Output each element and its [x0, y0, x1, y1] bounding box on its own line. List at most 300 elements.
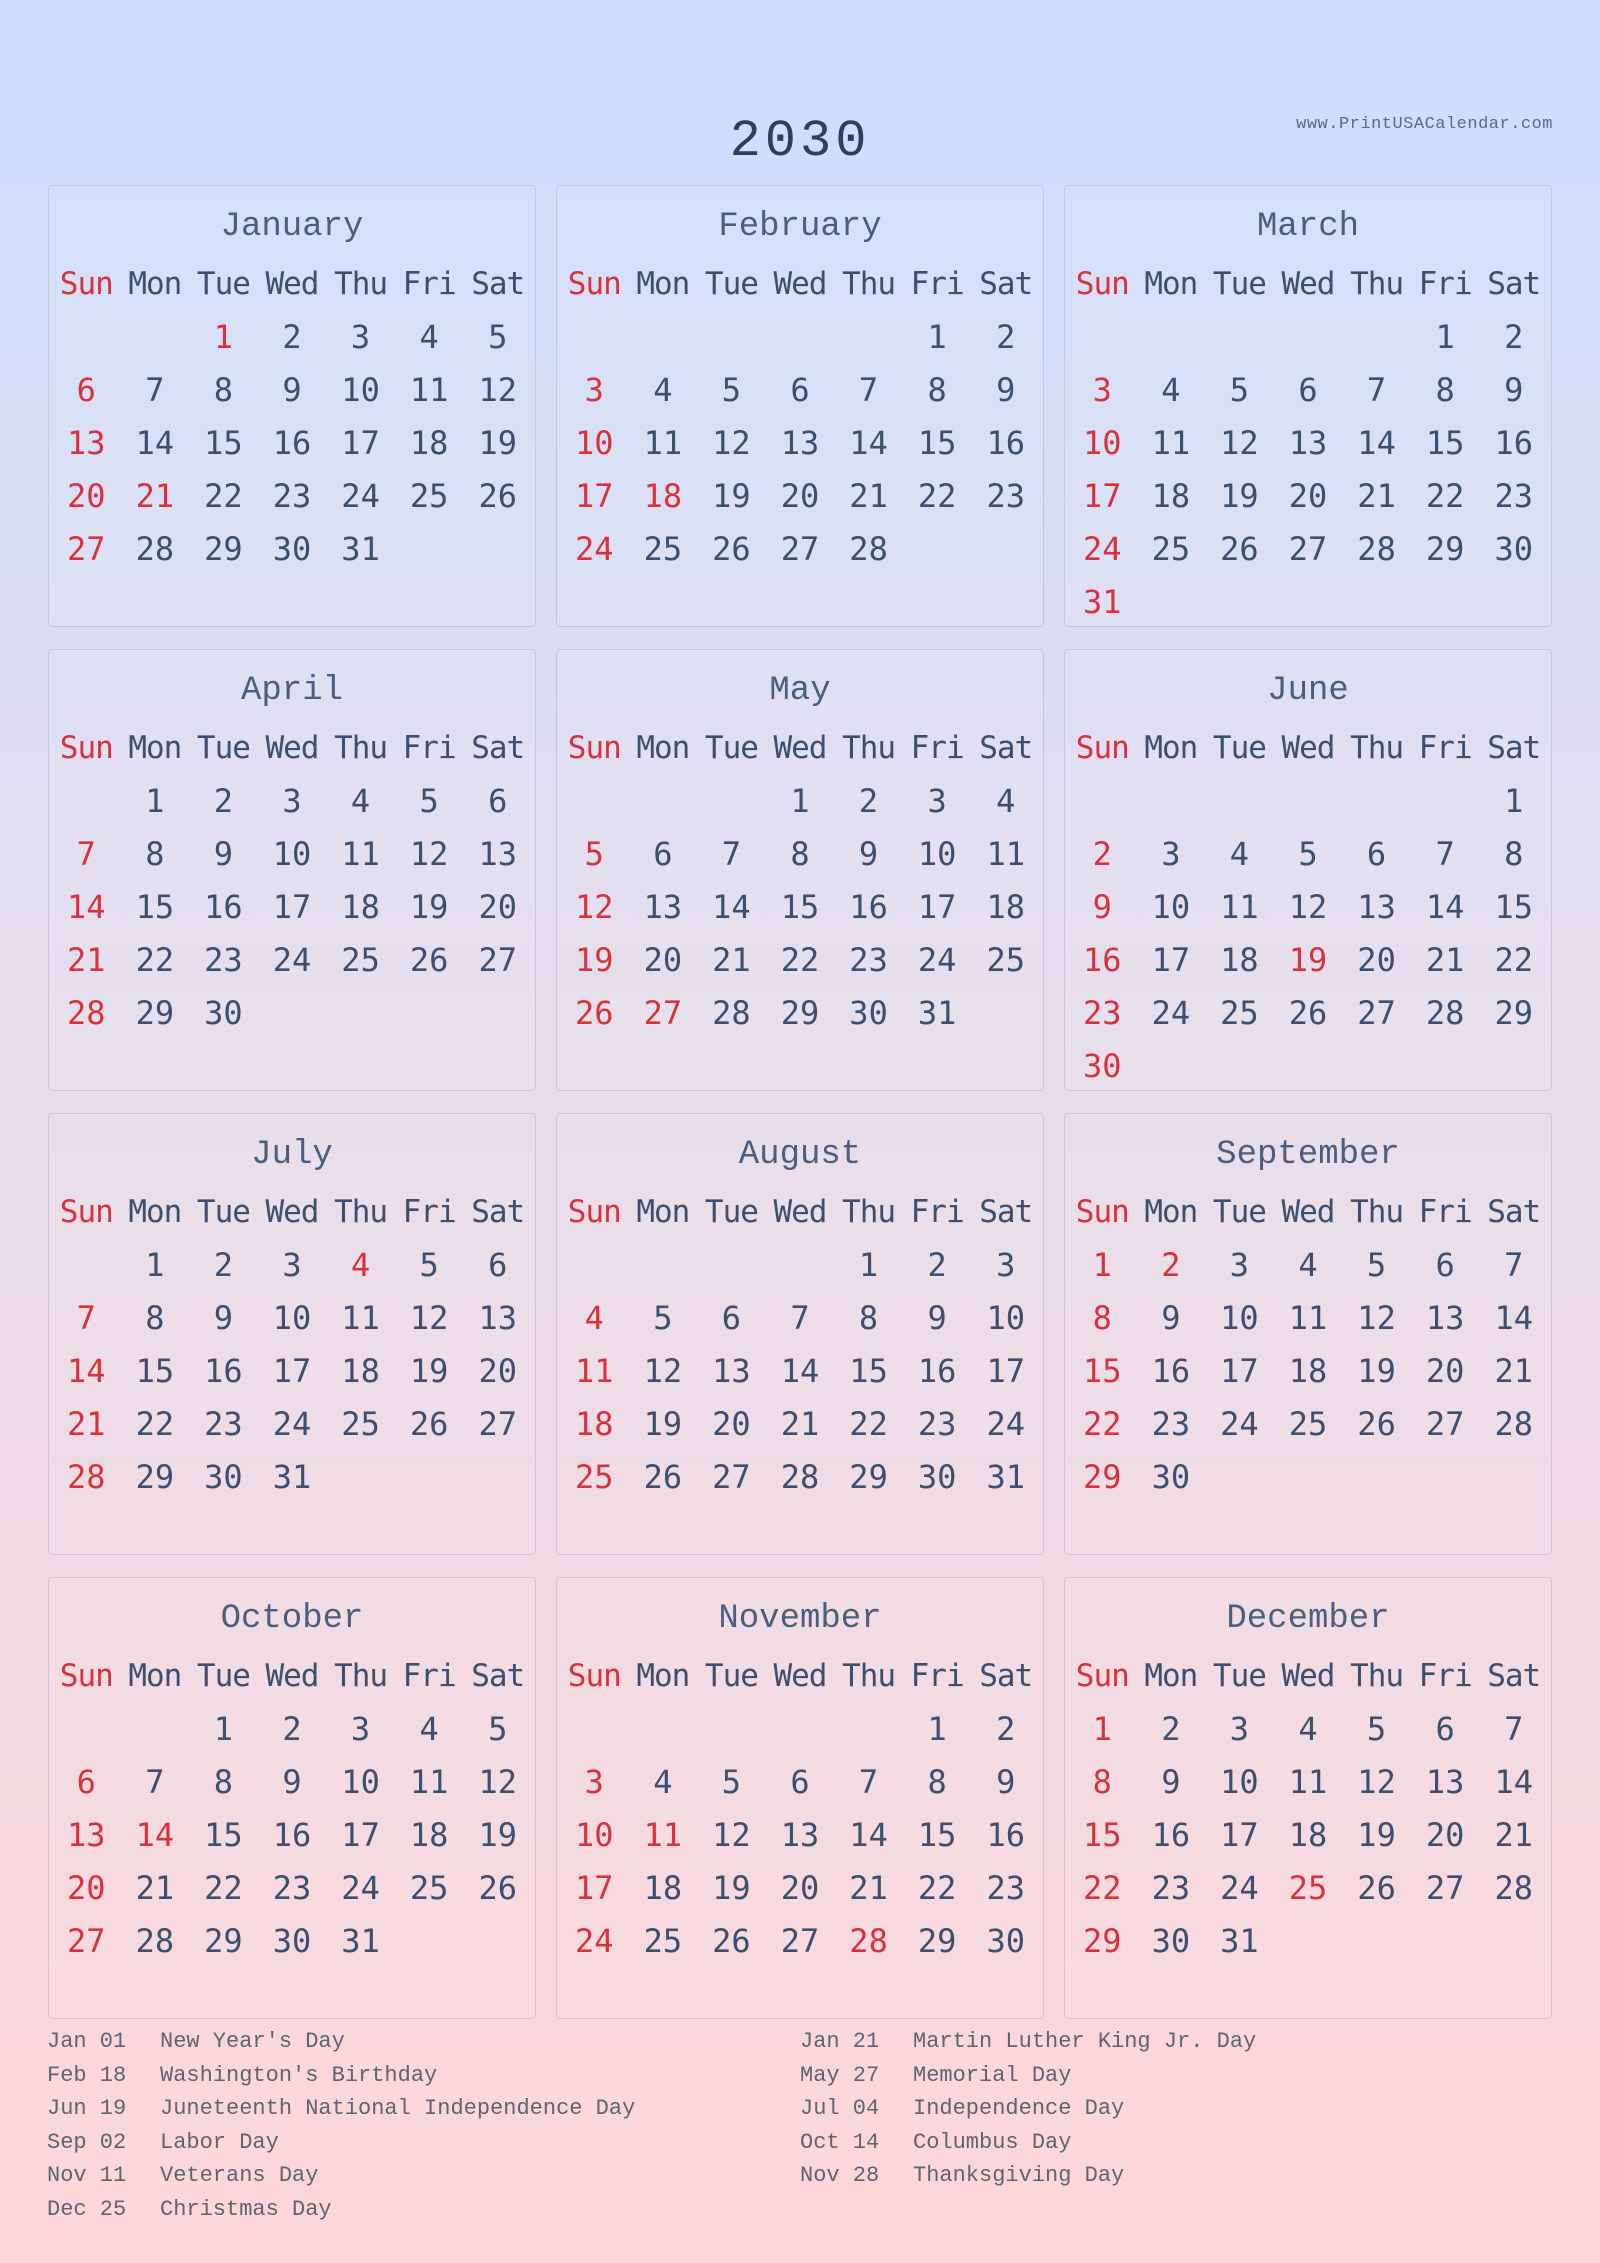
day-cell: 24: [1220, 1404, 1259, 1443]
day-cell: 21: [1357, 476, 1396, 515]
day-cell: 9: [1504, 370, 1524, 409]
day-cell: 27: [643, 993, 683, 1032]
day-cell: 15: [135, 1351, 175, 1390]
day-cell: 17: [575, 1868, 614, 1907]
week-row: [1065, 933, 1551, 986]
weekday-label: Tue: [704, 730, 758, 766]
month-september: [1064, 1113, 1552, 1555]
day-cell: 9: [996, 370, 1016, 409]
day-cell: 21: [135, 1868, 175, 1907]
day-cell: 7: [145, 1762, 165, 1801]
weekday-label: Sat: [979, 266, 1033, 302]
day-cell: 20: [712, 1404, 751, 1443]
day-cell: 2: [927, 1245, 947, 1284]
day-cell: 24: [1083, 529, 1122, 568]
day-cell: 1: [1504, 781, 1524, 820]
holiday-item: [800, 2025, 1557, 2059]
day-cell: 16: [204, 887, 243, 926]
day-cell: 30: [272, 529, 312, 568]
day-cell: 19: [409, 1351, 449, 1390]
week-row: [1065, 827, 1551, 880]
week-row: [557, 416, 1043, 469]
weekday-label: Mon: [636, 266, 690, 302]
day-cell: 6: [790, 1762, 810, 1801]
day-cell: 15: [1494, 887, 1533, 926]
weekday-label: Fri: [910, 1194, 964, 1230]
day-cell: 24: [575, 529, 614, 568]
day-cell: 6: [721, 1298, 742, 1337]
day-cell: 5: [653, 1298, 673, 1337]
day-cell: 31: [272, 1457, 312, 1496]
day-cell: 13: [478, 1298, 517, 1337]
day-cell: 19: [1220, 476, 1259, 515]
day-cell: 4: [1161, 370, 1181, 409]
day-cell: 6: [1435, 1709, 1455, 1748]
week-row: [1065, 1914, 1551, 1967]
holiday-item: [47, 2126, 800, 2160]
day-cell: 4: [350, 1245, 371, 1284]
day-cell: 18: [643, 1868, 683, 1907]
day-cell: 2: [213, 781, 234, 820]
week-row: [1065, 310, 1551, 363]
day-cell: 29: [917, 1921, 957, 1960]
week-row: [49, 986, 535, 1039]
week-row: [557, 1291, 1043, 1344]
day-cell: 20: [1425, 1351, 1465, 1390]
day-cell: 14: [67, 887, 106, 926]
day-cell: 9: [927, 1298, 947, 1337]
day-cell: 12: [409, 1298, 449, 1337]
day-cell: 2: [1161, 1245, 1181, 1284]
day-cell: 25: [1220, 993, 1259, 1032]
day-cell: 1: [145, 781, 165, 820]
day-cell: 19: [409, 887, 449, 926]
month-july: [48, 1113, 536, 1555]
holiday-item: [47, 2059, 800, 2093]
weekday-label: Tue: [704, 1194, 758, 1230]
day-cell: 4: [653, 1762, 673, 1801]
day-cell: 18: [1288, 1351, 1328, 1390]
weekday-header: [49, 258, 535, 310]
day-cell: 6: [488, 1245, 508, 1284]
day-cell: 24: [341, 476, 380, 515]
day-cell: 10: [272, 834, 312, 873]
month-name: November: [718, 1600, 882, 1638]
day-cell: 10: [341, 370, 380, 409]
day-cell: 25: [1151, 529, 1191, 568]
day-cell: 20: [1357, 940, 1396, 979]
weekday-label: Wed: [773, 1194, 827, 1230]
day-cell: 14: [1494, 1762, 1533, 1801]
day-cell: 16: [1151, 1815, 1191, 1854]
weekday-label: Sun: [1075, 266, 1129, 302]
month-october: [48, 1577, 536, 2019]
weekday-label: Mon: [1144, 266, 1198, 302]
month-name: April: [240, 672, 344, 710]
day-cell: 3: [996, 1245, 1016, 1284]
day-cell: 20: [643, 940, 683, 979]
day-cell: 3: [1092, 370, 1112, 409]
day-cell: 1: [927, 317, 947, 356]
day-cell: 1: [1092, 1709, 1112, 1748]
day-cell: 29: [1083, 1921, 1122, 1960]
day-cell: 29: [135, 993, 175, 1032]
day-cell: 30: [272, 1921, 312, 1960]
weekday-label: Tue: [196, 730, 250, 766]
day-cell: 31: [1083, 582, 1122, 621]
day-cell: 27: [1288, 529, 1328, 568]
day-cell: 30: [1494, 529, 1533, 568]
week-row: [49, 416, 535, 469]
day-cell: 22: [135, 1404, 175, 1443]
day-cell: 6: [76, 370, 96, 409]
day-cell: 26: [712, 1921, 751, 1960]
day-cell: 1: [213, 317, 234, 356]
day-cell: 20: [1425, 1815, 1465, 1854]
day-cell: 6: [1435, 1245, 1455, 1284]
day-cell: 28: [1425, 993, 1465, 1032]
weekday-label: Sun: [59, 1194, 113, 1230]
months-grid: [48, 185, 1552, 2019]
holiday-item: [800, 2159, 1557, 2193]
day-cell: 23: [986, 1868, 1025, 1907]
day-cell: 5: [584, 834, 604, 873]
day-cell: 30: [849, 993, 888, 1032]
week-row: [1065, 1450, 1551, 1503]
day-cell: 12: [409, 834, 449, 873]
day-cell: 4: [1229, 834, 1250, 873]
weekday-label: Fri: [1418, 266, 1472, 302]
month-name: January: [220, 208, 364, 246]
weekday-label: Sat: [1487, 730, 1541, 766]
day-cell: 21: [849, 476, 888, 515]
day-cell: 8: [145, 1298, 165, 1337]
day-cell: 27: [1357, 993, 1396, 1032]
day-cell: 14: [849, 1815, 888, 1854]
weekday-label: Thu: [1350, 1194, 1404, 1230]
week-row: [557, 986, 1043, 1039]
weekday-label: Wed: [773, 730, 827, 766]
holiday-date: May 27: [800, 2062, 880, 2088]
day-cell: 9: [282, 1762, 302, 1801]
weekday-label: Wed: [265, 266, 319, 302]
day-cell: 10: [1220, 1298, 1259, 1337]
holiday-item: [47, 2159, 800, 2193]
day-cell: 31: [341, 1921, 380, 1960]
day-cell: 10: [917, 834, 957, 873]
day-cell: 27: [67, 1921, 106, 1960]
day-cell: 11: [341, 834, 380, 873]
day-cell: 7: [721, 834, 742, 873]
day-cell: 21: [135, 476, 175, 515]
holiday-date: Dec 25: [47, 2196, 127, 2222]
day-cell: 4: [653, 370, 673, 409]
day-cell: 13: [1425, 1298, 1465, 1337]
day-cell: 19: [643, 1404, 683, 1443]
day-cell: 23: [1151, 1404, 1191, 1443]
holiday-item: [47, 2193, 800, 2227]
week-row: [557, 1702, 1043, 1755]
day-cell: 24: [272, 1404, 312, 1443]
day-cell: 29: [204, 529, 243, 568]
day-cell: 11: [1288, 1298, 1328, 1337]
day-cell: 5: [1229, 370, 1250, 409]
weekday-label: Sat: [979, 730, 1033, 766]
weekday-label: Thu: [334, 266, 388, 302]
weekday-label: Mon: [636, 1194, 690, 1230]
day-cell: 15: [1083, 1351, 1122, 1390]
weekday-label: Fri: [1418, 1658, 1472, 1694]
day-cell: 27: [1425, 1404, 1465, 1443]
day-cell: 3: [927, 781, 947, 820]
week-row: [557, 827, 1043, 880]
weekday-label: Sat: [471, 266, 525, 302]
day-cell: 18: [409, 1815, 449, 1854]
holiday-name: Juneteenth National Independence Day: [160, 2096, 636, 2121]
day-cell: 28: [1494, 1868, 1533, 1907]
day-cell: 27: [478, 1404, 517, 1443]
day-cell: 6: [488, 781, 508, 820]
weekday-label: Sun: [1075, 730, 1129, 766]
day-cell: 1: [1435, 317, 1455, 356]
day-cell: 18: [986, 887, 1025, 926]
month-june: [1064, 649, 1552, 1091]
weekday-label: Tue: [196, 1194, 250, 1230]
day-cell: 22: [1083, 1404, 1122, 1443]
day-cell: 16: [986, 1815, 1025, 1854]
day-cell: 29: [204, 1921, 243, 1960]
day-cell: 14: [780, 1351, 820, 1390]
day-cell: 5: [721, 1762, 742, 1801]
week-row: [49, 1450, 535, 1503]
day-cell: 30: [986, 1921, 1025, 1960]
holiday-name: Independence Day: [913, 2096, 1125, 2121]
day-cell: 16: [917, 1351, 957, 1390]
weekday-label: Thu: [334, 1194, 388, 1230]
day-cell: 7: [76, 834, 96, 873]
day-cell: 13: [67, 423, 106, 462]
weekday-label: Sat: [471, 730, 525, 766]
day-cell: 12: [712, 423, 751, 462]
day-cell: 7: [790, 1298, 810, 1337]
holiday-name: Thanksgiving Day: [913, 2163, 1125, 2188]
holiday-date: Jun 19: [47, 2096, 127, 2121]
calendar-year: 2030: [729, 112, 871, 171]
month-name: October: [220, 1600, 364, 1638]
day-cell: 20: [780, 1868, 820, 1907]
holiday-date: Jul 04: [800, 2096, 880, 2121]
day-cell: 28: [849, 1921, 888, 1960]
day-cell: 26: [478, 1868, 517, 1907]
day-cell: 3: [350, 317, 371, 356]
weekday-label: Fri: [1418, 1194, 1472, 1230]
day-cell: 14: [135, 423, 175, 462]
day-cell: 4: [350, 781, 371, 820]
weekday-label: Mon: [1144, 730, 1198, 766]
weekday-label: Thu: [1350, 730, 1404, 766]
day-cell: 14: [67, 1351, 106, 1390]
day-cell: 25: [341, 940, 380, 979]
day-cell: 16: [849, 887, 888, 926]
month-march: [1064, 185, 1552, 627]
day-cell: 15: [1083, 1815, 1122, 1854]
day-cell: 13: [643, 887, 683, 926]
day-cell: 5: [419, 1245, 439, 1284]
day-cell: 2: [282, 317, 302, 356]
day-cell: 1: [145, 1245, 165, 1284]
day-cell: 29: [1494, 993, 1533, 1032]
day-cell: 19: [712, 1868, 751, 1907]
day-cell: 26: [409, 1404, 449, 1443]
day-cell: 10: [575, 1815, 614, 1854]
day-cell: 23: [1494, 476, 1533, 515]
month-name: May: [769, 672, 831, 710]
day-cell: 3: [584, 1762, 604, 1801]
week-row: [1065, 522, 1551, 575]
week-row: [557, 310, 1043, 363]
weekday-label: Sat: [471, 1194, 525, 1230]
holiday-item: [47, 2025, 800, 2059]
day-cell: 15: [135, 887, 175, 926]
day-cell: 12: [575, 887, 614, 926]
month-april: [48, 649, 536, 1091]
week-row: [557, 363, 1043, 416]
weekday-label: Sun: [567, 730, 621, 766]
day-cell: 22: [135, 940, 175, 979]
day-cell: 20: [67, 476, 106, 515]
day-cell: 19: [1357, 1351, 1396, 1390]
weekday-label: Sun: [1075, 1658, 1129, 1694]
day-cell: 25: [1288, 1868, 1328, 1907]
day-cell: 26: [1357, 1868, 1396, 1907]
weekday-label: Fri: [910, 266, 964, 302]
month-name: June: [1267, 672, 1349, 710]
day-cell: 17: [341, 423, 380, 462]
weekday-label: Sun: [567, 266, 621, 302]
day-cell: 8: [1435, 370, 1455, 409]
day-cell: 2: [1504, 317, 1524, 356]
weekday-header: [49, 722, 535, 774]
day-cell: 12: [712, 1815, 751, 1854]
day-cell: 28: [849, 529, 888, 568]
day-cell: 19: [1357, 1815, 1396, 1854]
weekday-header: [557, 258, 1043, 310]
day-cell: 27: [1425, 1868, 1465, 1907]
day-cell: 17: [341, 1815, 380, 1854]
weekday-label: Sun: [59, 266, 113, 302]
day-cell: 7: [1366, 370, 1387, 409]
day-cell: 19: [575, 940, 614, 979]
week-row: [557, 1344, 1043, 1397]
day-cell: 2: [282, 1709, 302, 1748]
week-row: [1065, 575, 1551, 628]
day-cell: 15: [204, 1815, 243, 1854]
month-may: [556, 649, 1044, 1091]
day-cell: 24: [917, 940, 957, 979]
day-cell: 28: [67, 993, 106, 1032]
day-cell: 20: [67, 1868, 106, 1907]
weekday-header: [1065, 258, 1551, 310]
weekday-label: Sun: [1075, 1194, 1129, 1230]
week-row: [1065, 986, 1551, 1039]
day-cell: 1: [927, 1709, 947, 1748]
weekday-label: Mon: [1144, 1658, 1198, 1694]
holiday-date: Jan 21: [800, 2029, 880, 2054]
day-cell: 26: [1220, 529, 1259, 568]
day-cell: 25: [341, 1404, 380, 1443]
day-cell: 28: [1494, 1404, 1533, 1443]
weekday-header: [557, 722, 1043, 774]
day-cell: 10: [341, 1762, 380, 1801]
week-row: [1065, 1238, 1551, 1291]
day-cell: 27: [712, 1457, 751, 1496]
day-cell: 6: [1298, 370, 1318, 409]
week-row: [1065, 363, 1551, 416]
day-cell: 14: [1357, 423, 1396, 462]
week-row: [557, 1238, 1043, 1291]
weekday-label: Wed: [1281, 1658, 1335, 1694]
holiday-date: Sep 02: [47, 2129, 127, 2155]
day-cell: 26: [409, 940, 449, 979]
day-cell: 28: [67, 1457, 106, 1496]
holiday-date: Jan 01: [47, 2029, 127, 2054]
weekday-label: Wed: [265, 1658, 319, 1694]
day-cell: 13: [1357, 887, 1396, 926]
day-cell: 3: [282, 781, 302, 820]
day-cell: 10: [986, 1298, 1025, 1337]
day-cell: 24: [986, 1404, 1025, 1443]
day-cell: 21: [67, 1404, 106, 1443]
week-row: [557, 933, 1043, 986]
week-row: [49, 1238, 535, 1291]
week-row: [49, 1344, 535, 1397]
day-cell: 31: [341, 529, 380, 568]
day-cell: 8: [927, 1762, 947, 1801]
weekday-label: Mon: [128, 730, 182, 766]
day-cell: 22: [849, 1404, 888, 1443]
week-row: [49, 1755, 535, 1808]
week-row: [557, 1450, 1043, 1503]
day-cell: 12: [478, 1762, 517, 1801]
day-cell: 2: [858, 781, 879, 820]
weekday-label: Mon: [636, 730, 690, 766]
day-cell: 3: [584, 370, 604, 409]
day-cell: 9: [213, 1298, 234, 1337]
day-cell: 13: [1288, 423, 1328, 462]
weekday-label: Sat: [1487, 1194, 1541, 1230]
week-row: [1065, 469, 1551, 522]
week-row: [1065, 880, 1551, 933]
day-cell: 18: [643, 476, 683, 515]
day-cell: 17: [986, 1351, 1025, 1390]
holiday-name: Martin Luther King Jr. Day: [913, 2029, 1257, 2054]
day-cell: 16: [204, 1351, 243, 1390]
day-cell: 4: [419, 317, 439, 356]
day-cell: 2: [996, 317, 1016, 356]
day-cell: 8: [1504, 834, 1524, 873]
weekday-label: Sat: [979, 1194, 1033, 1230]
weekday-label: Mon: [128, 266, 182, 302]
weekday-header: [1065, 722, 1551, 774]
day-cell: 31: [986, 1457, 1025, 1496]
day-cell: 23: [849, 940, 888, 979]
day-cell: 16: [272, 423, 312, 462]
day-cell: 13: [67, 1815, 106, 1854]
day-cell: 31: [1220, 1921, 1259, 1960]
day-cell: 21: [1425, 940, 1465, 979]
day-cell: 11: [341, 1298, 380, 1337]
day-cell: 24: [1151, 993, 1191, 1032]
